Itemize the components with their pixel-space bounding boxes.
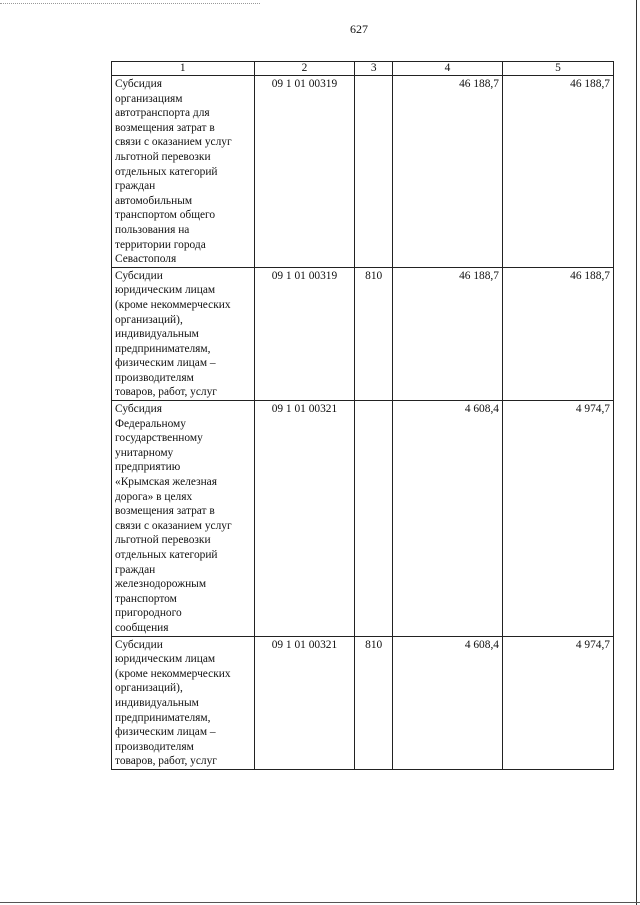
row-expense-type bbox=[355, 401, 393, 637]
scan-top-edge bbox=[0, 3, 260, 5]
table-row bbox=[112, 76, 614, 268]
row-amount-col5: 4 974,7 bbox=[502, 636, 613, 769]
row-expense-type: 810 bbox=[355, 267, 393, 400]
table-row bbox=[112, 267, 614, 400]
table-header bbox=[112, 62, 614, 76]
row-amount-col5: 46 188,7 bbox=[502, 267, 613, 400]
header-col-3: 3 bbox=[355, 62, 393, 76]
row-name: Субсидии юридическим лицам (кроме некоммерческих организаций), индивидуальным предпринимателям, физическим лицам – производителям товаров, работ, услуг bbox=[112, 267, 255, 400]
row-amount-col4: 46 188,7 bbox=[393, 267, 503, 400]
row-code: 09 1 01 00319 bbox=[254, 76, 355, 268]
row-code: 09 1 01 00321 bbox=[254, 636, 355, 769]
row-amount-col5: 4 974,7 bbox=[502, 401, 613, 637]
row-amount-col4: 4 608,4 bbox=[393, 401, 503, 637]
row-name: Субсидии юридическим лицам (кроме некоммерческих организаций), индивидуальным предпринимателям, физическим лицам – производителям товаров, работ, услуг bbox=[112, 636, 255, 769]
header-row bbox=[112, 62, 614, 76]
row-name: Субсидия Федеральному государственному унитарному предприятию «Крымская железная дорога» в целях возмещения затрат в связи с оказанием услуг льготной перевозки отдельных категорий граждан железнодорожным транспортом пригородного сообщения bbox=[112, 401, 255, 637]
row-amount-col5: 46 188,7 bbox=[502, 76, 613, 268]
budget-table bbox=[111, 61, 614, 770]
table-row bbox=[112, 636, 614, 769]
page-number: 627 bbox=[350, 22, 368, 36]
row-amount-col4: 4 608,4 bbox=[393, 636, 503, 769]
header-col-4: 4 bbox=[393, 62, 503, 76]
table-body bbox=[112, 76, 614, 770]
scan-right-edge bbox=[636, 0, 637, 905]
row-name: Субсидия организациям автотранспорта для возмещения затрат в связи с оказанием услуг льготной перевозки отдельных категорий граждан автомобильным транспортом общего пользования на территории города Севастополя bbox=[112, 76, 255, 268]
row-amount-col4: 46 188,7 bbox=[393, 76, 503, 268]
row-expense-type: 810 bbox=[355, 636, 393, 769]
scan-bottom-edge bbox=[0, 902, 640, 903]
header-col-1: 1 bbox=[112, 62, 255, 76]
header-col-2: 2 bbox=[254, 62, 355, 76]
header-col-5: 5 bbox=[502, 62, 613, 76]
row-expense-type bbox=[355, 76, 393, 268]
row-code: 09 1 01 00319 bbox=[254, 267, 355, 400]
row-code: 09 1 01 00321 bbox=[254, 401, 355, 637]
table-row bbox=[112, 401, 614, 637]
